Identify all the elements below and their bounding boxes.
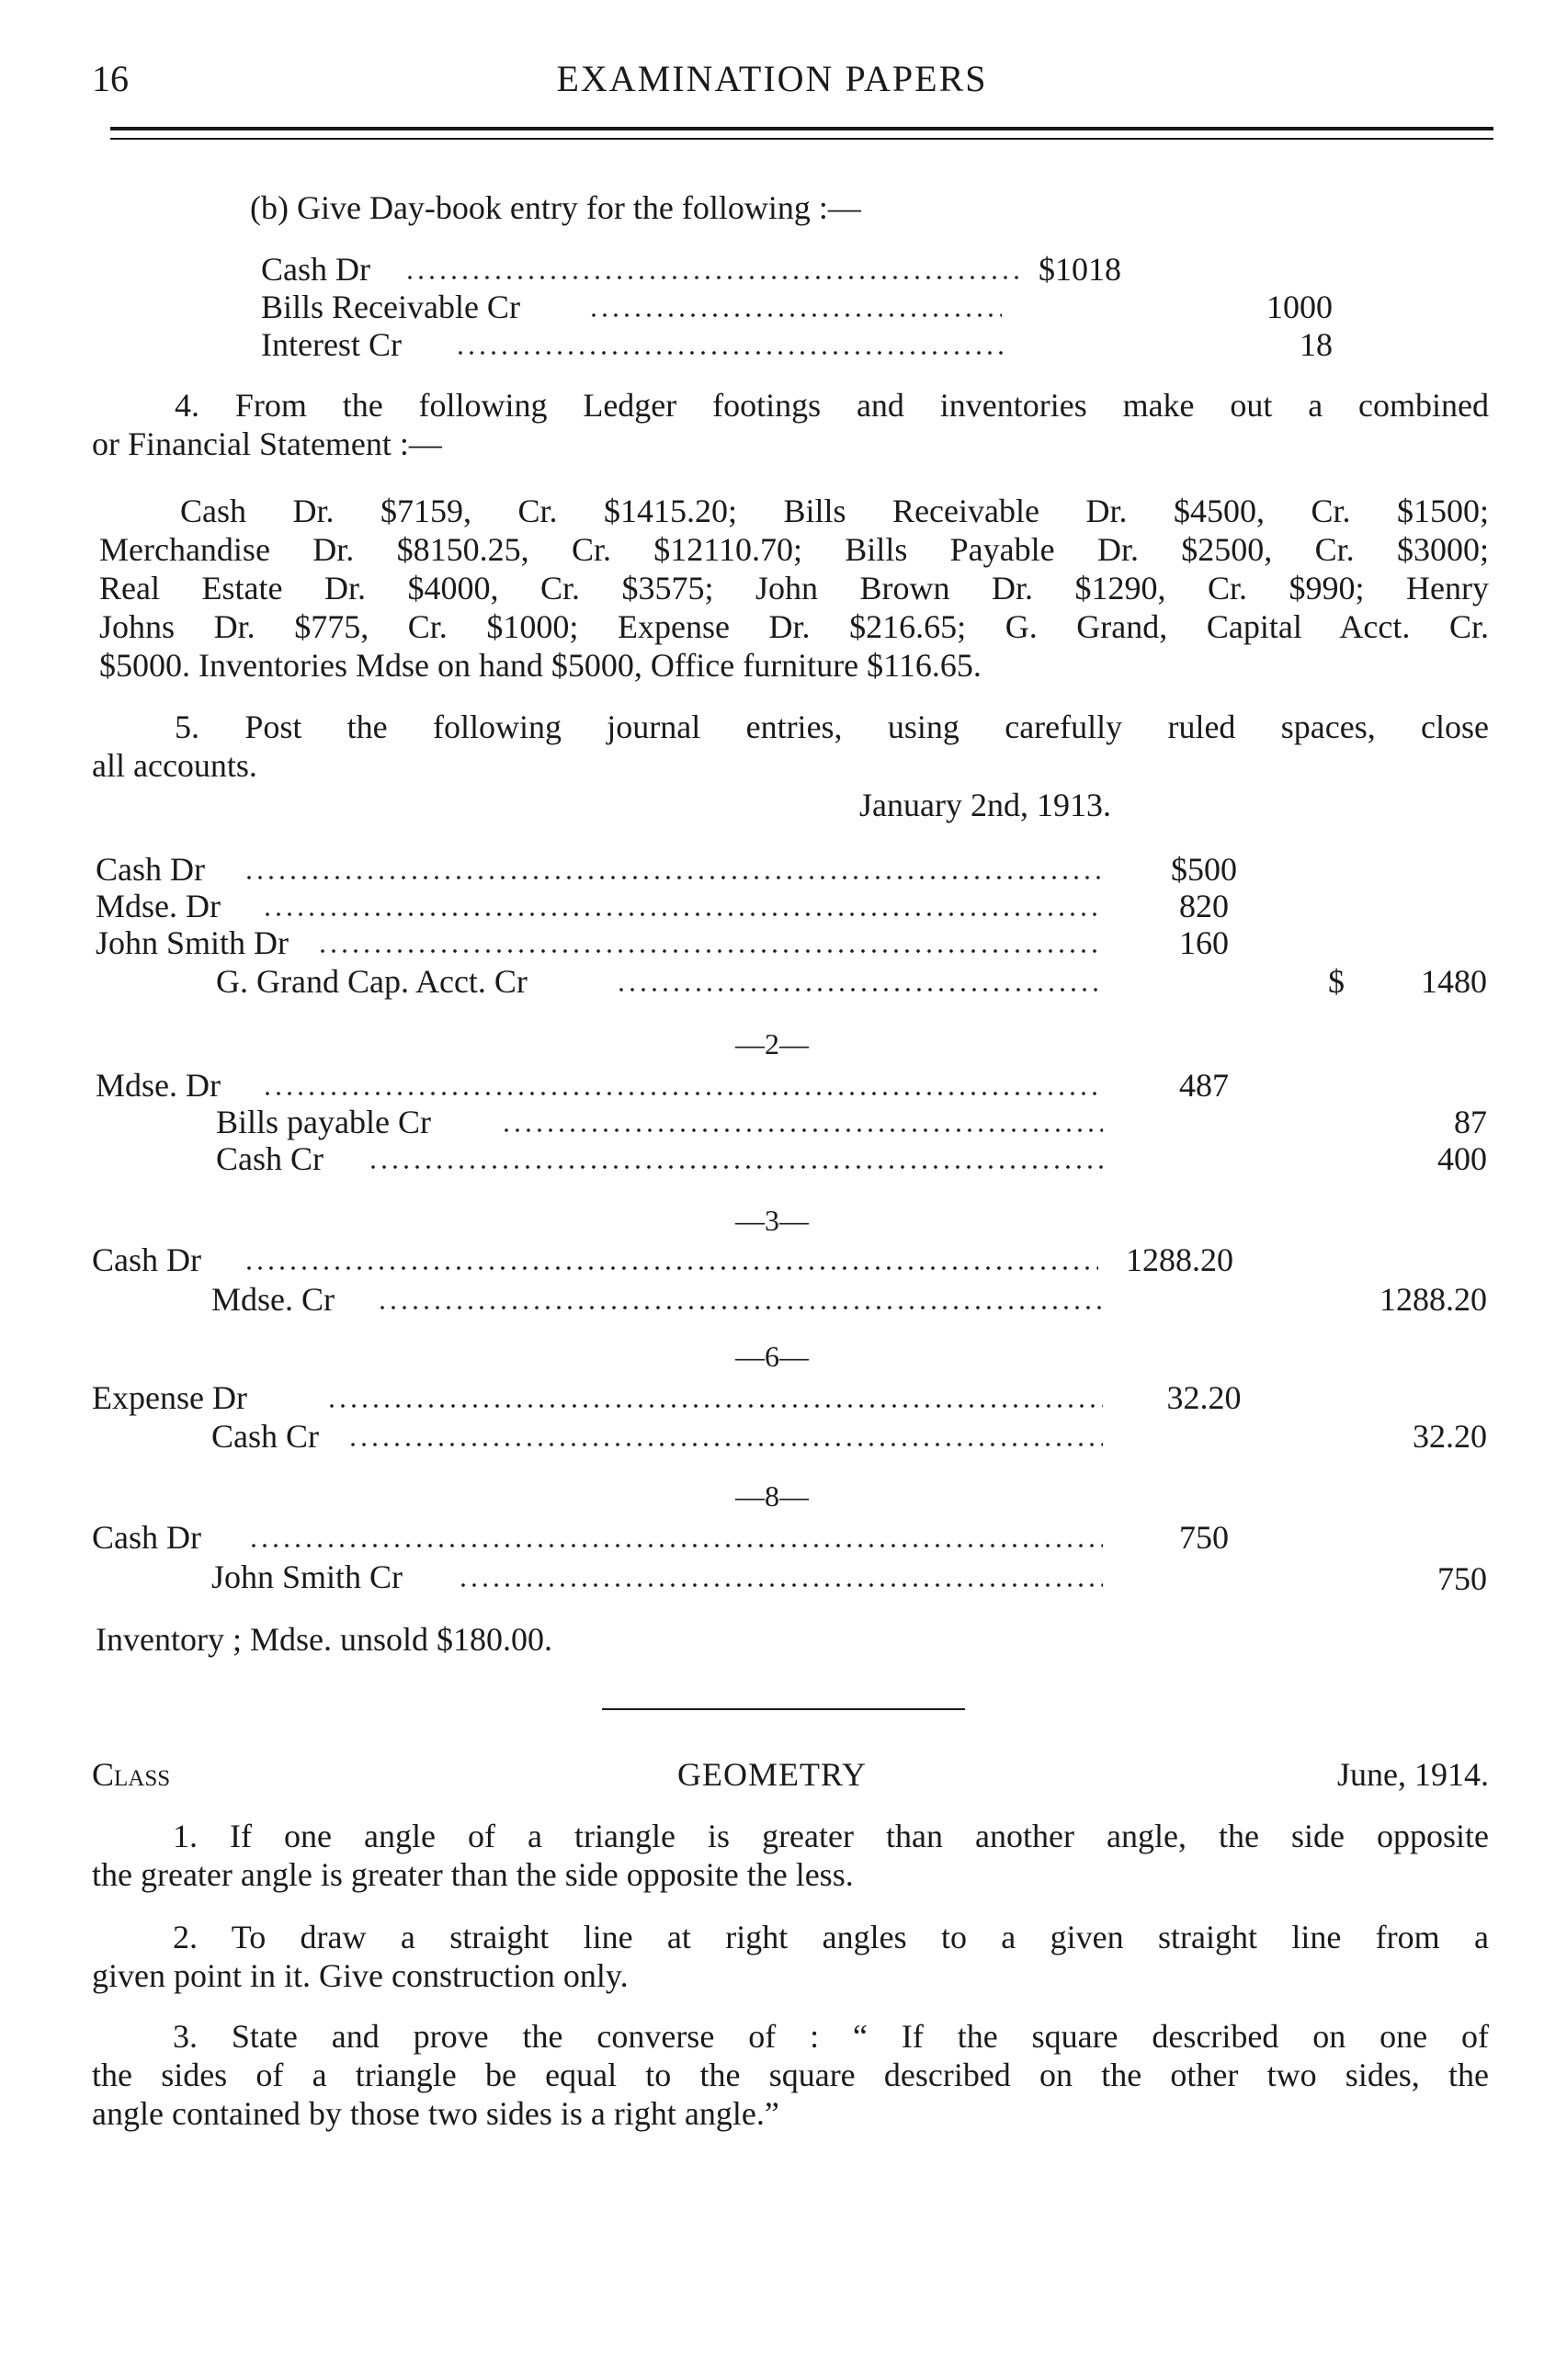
dot-leader (368, 1165, 1103, 1169)
text-line: 5. Post the following journal entries, using carefully ruled spaces, close (175, 708, 1489, 745)
journal-day-marker: —6— (735, 1340, 809, 1373)
text-line: Real Estate Dr. $4000, Cr. $3575; John Brown Dr. $1290, Cr. $990; Henry (99, 570, 1489, 606)
dot-leader (458, 1583, 1103, 1587)
text-line: Cash Dr. $7159, Cr. $1415.20; Bills Receivable Dr. $4500, Cr. $1500; (180, 493, 1489, 529)
journal-label: Cash Cr (211, 1418, 319, 1455)
dot-leader (326, 1404, 1103, 1408)
class-label: Class (92, 1756, 171, 1793)
daybook-debit: $1018 (1039, 251, 1121, 288)
dot-leader (248, 1544, 1103, 1547)
journal-credit: 87 (1454, 1104, 1487, 1140)
journal-label: John Smith Dr (96, 924, 290, 961)
dot-leader (501, 1128, 1103, 1132)
daybook-intro: (b) Give Day-book entry for the following :— (250, 189, 861, 226)
journal-credit: 400 (1437, 1140, 1487, 1177)
journal-label: Mdse. Dr (96, 1067, 221, 1104)
dot-leader (404, 276, 1020, 279)
geometry-question-2 (92, 1918, 1489, 1995)
journal-debit: $500 (1171, 851, 1237, 888)
daybook-row-label: Bills Receivable Cr (261, 289, 520, 325)
header-rule-thick (110, 127, 1493, 130)
dot-leader (455, 351, 1006, 355)
daybook-row-label: Interest Cr (261, 326, 402, 363)
journal-credit-symbol: $ (1328, 963, 1345, 1000)
dot-leader (244, 1266, 1098, 1270)
text-line: Merchandise Dr. $8150.25, Cr. $12110.70; Bills Payable Dr. $2500, Cr. $3000; (99, 531, 1489, 568)
dot-leader (347, 1443, 1103, 1446)
dot-leader (262, 1092, 1103, 1095)
page-number: 16 (92, 58, 129, 99)
journal-label: Cash Dr (92, 1241, 201, 1278)
journal-credit: 1480 (1421, 963, 1487, 1000)
journal-label: Cash Cr (216, 1140, 324, 1177)
journal-debit: 487 (1179, 1067, 1229, 1104)
dot-leader (262, 912, 1103, 916)
dot-leader (588, 313, 1002, 317)
text-line: the sides of a triangle be equal to the square described on the other two sides, the (92, 2057, 1489, 2093)
text-line: 3. State and prove the converse of : “ If the square described on one of (173, 2018, 1489, 2055)
journal-debit: 32.20 (1166, 1379, 1242, 1416)
header-rule-thin (110, 138, 1493, 140)
text-line: 1. If one angle of a triangle is greater than another angle, the side opposite (173, 1818, 1489, 1854)
journal-label: Bills payable Cr (216, 1104, 431, 1140)
journal-label: Mdse. Cr (211, 1281, 335, 1318)
daybook-credit: 1000 (1266, 289, 1333, 325)
text-line: angle contained by those two sides is a right angle.” (92, 2095, 779, 2132)
daybook-credit: 18 (1300, 326, 1333, 363)
journal-date: January 2nd, 1913. (859, 787, 1111, 823)
dot-leader (244, 876, 1103, 879)
journal-label: Expense Dr (92, 1379, 247, 1416)
text-line: $5000. Inventories Mdse on hand $5000, Office furniture $116.65. (99, 647, 982, 684)
text-line: all accounts. (92, 747, 257, 784)
journal-day-marker: —8— (735, 1479, 809, 1513)
running-head: EXAMINATION PAPERS (556, 58, 988, 99)
text-line: the greater angle is greater than the side opposite the less. (92, 1856, 854, 1893)
section-title: GEOMETRY (677, 1756, 867, 1793)
journal-debit: 160 (1179, 924, 1229, 961)
journal-day-marker: —3— (735, 1204, 809, 1237)
journal-debit: 820 (1179, 888, 1229, 924)
journal-label: Mdse. Dr (96, 888, 221, 924)
journal-label: Cash Dr (96, 851, 205, 888)
text-line: 4. From the following Ledger footings and inventories make out a combined (175, 387, 1489, 424)
dot-leader (317, 949, 1103, 953)
question-4-data (99, 492, 1489, 685)
question-4 (92, 386, 1489, 463)
text-line: or Financial Statement :— (92, 425, 442, 462)
exam-date: June, 1914. (1337, 1756, 1489, 1793)
geometry-question-3 (92, 2017, 1489, 2133)
journal-debit: 1288.20 (1126, 1241, 1233, 1278)
text-line: 2. To draw a straight line at right angles to a given straight line from a (173, 1919, 1489, 1955)
journal-label: John Smith Cr (211, 1558, 403, 1595)
text-line: given point in it. Give construction only. (92, 1957, 629, 1994)
dot-leader (616, 988, 1103, 992)
journal-day-marker: —2— (735, 1027, 809, 1060)
question-5 (92, 708, 1489, 785)
dot-leader (377, 1306, 1103, 1309)
journal-credit: 32.20 (1413, 1418, 1487, 1455)
text-line: Johns Dr. $775, Cr. $1000; Expense Dr. $216.65; G. Grand, Capital Acct. Cr. (99, 608, 1489, 645)
daybook-row-label: Cash Dr (261, 251, 370, 288)
geometry-question-1 (92, 1817, 1489, 1894)
inventory-note: Inventory ; Mdse. unsold $180.00. (96, 1621, 552, 1658)
section-divider (602, 1708, 965, 1710)
journal-credit: 1288.20 (1379, 1281, 1487, 1318)
journal-debit: 750 (1179, 1519, 1229, 1556)
journal-label: G. Grand Cap. Acct. Cr (216, 963, 528, 1000)
journal-label: Cash Dr (92, 1519, 201, 1556)
journal-credit: 750 (1437, 1560, 1487, 1597)
